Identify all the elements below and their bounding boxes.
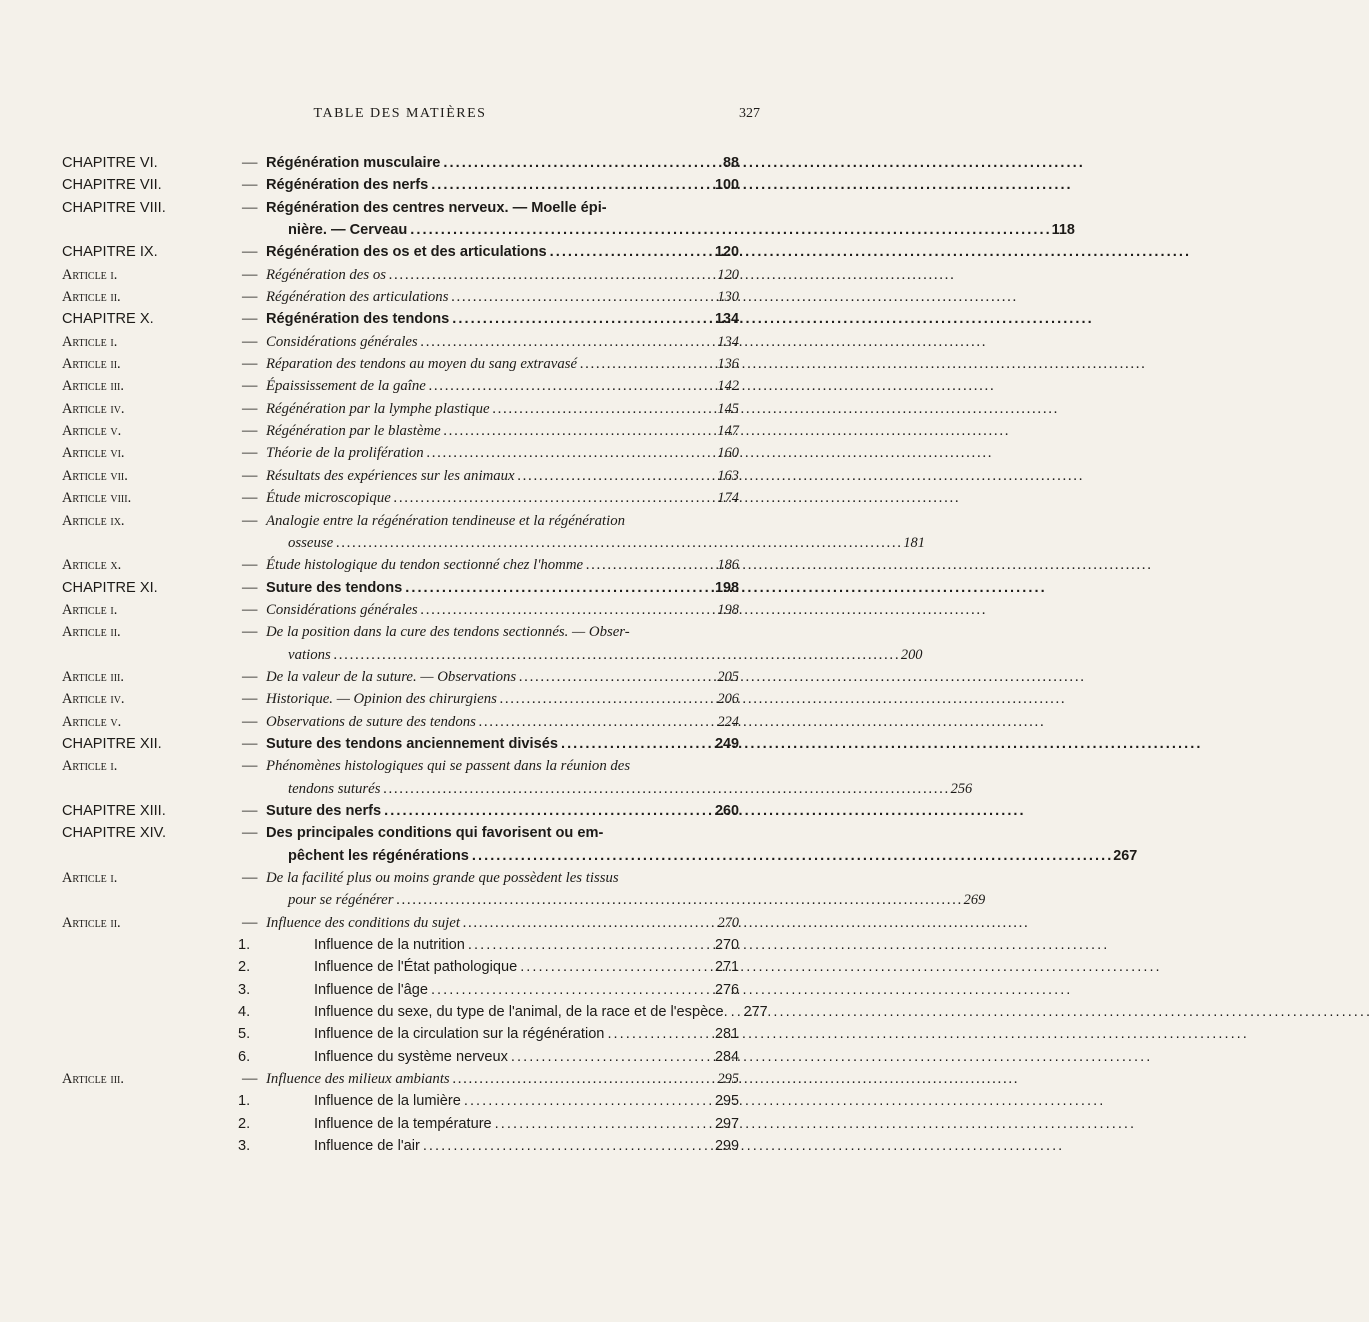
toc-entry-label: Article vii. [62, 467, 128, 484]
toc-page-number: 295 [714, 1093, 739, 1110]
toc-entry-label: Article viii. [62, 490, 132, 507]
toc-dash: — [242, 801, 258, 819]
toc-entry-item [62, 1135, 739, 1157]
toc-page-number: 120 [714, 244, 739, 261]
toc-entry-title: Influence des milieux ambiants [266, 1071, 450, 1088]
toc-dash: — [242, 1070, 258, 1088]
toc-entry-title-line [314, 1023, 739, 1045]
toc-entry-chapter [62, 800, 739, 822]
toc-page-number: 174 [717, 490, 739, 507]
toc-entry-title: Régénération par le blastème [266, 423, 441, 440]
dot-leader [383, 781, 947, 797]
dot-leader [550, 241, 710, 263]
toc-entry-title: tendons suturés [288, 780, 381, 797]
toc-entry-article [62, 711, 739, 733]
dot-leader [518, 465, 710, 487]
dot-leader [421, 599, 710, 621]
toc-entry-title-line [266, 644, 923, 666]
toc-dash: — [242, 265, 258, 283]
toc-entry-title-line [266, 889, 986, 911]
toc-page-number: 271 [714, 959, 739, 976]
toc-entry-item [62, 1001, 768, 1023]
toc-entry-title: Régénération musculaire [266, 155, 441, 171]
toc-entry-label: CHAPITRE VI. [62, 155, 158, 171]
toc-entry-title-line [266, 331, 739, 353]
toc-page-number: 256 [950, 780, 973, 797]
toc-entry-label: Article i. [62, 601, 118, 618]
dot-leader [410, 222, 1048, 238]
toc-entry-label: 5. [238, 1026, 251, 1043]
toc-entry-label: Article i. [62, 870, 118, 886]
toc-entry-title: pour se régénérer [288, 892, 394, 909]
toc-entry-article [62, 666, 739, 688]
table-of-contents [62, 152, 1138, 1157]
toc-dash: — [242, 690, 258, 708]
dot-leader [468, 934, 710, 956]
toc-entry-title-line [266, 353, 739, 375]
toc-entry-article [62, 398, 739, 420]
toc-page-number: 134 [714, 311, 739, 328]
toc-entry-title: Observations de suture des tendons [266, 713, 476, 730]
toc-dash: — [242, 377, 258, 395]
dot-leader [463, 912, 710, 934]
toc-entry-label: Article i. [62, 758, 118, 775]
dot-leader [405, 577, 710, 599]
toc-dash: — [242, 623, 258, 641]
toc-entry-chapter [62, 241, 739, 263]
toc-entry-title-line [266, 264, 739, 286]
toc-entry-title: Suture des tendons [266, 579, 403, 596]
toc-dash: — [242, 869, 258, 886]
toc-page-number: 277 [743, 1004, 768, 1021]
toc-entry-label: CHAPITRE XIII. [62, 802, 166, 819]
dot-leader [431, 979, 710, 1001]
toc-page-number: 145 [717, 400, 739, 417]
toc-entry-item [62, 1090, 739, 1112]
toc-entry-title-line [266, 442, 739, 464]
toc-entry-title: Suture des nerfs [266, 802, 382, 819]
dot-leader [421, 331, 710, 353]
toc-page-number: 181 [903, 534, 925, 551]
toc-entry-title: Régénération des nerfs [266, 177, 429, 194]
toc-entry-label: CHAPITRE XII. [62, 735, 162, 752]
toc-page-number: 142 [717, 378, 739, 395]
toc-entry-chapter [62, 733, 739, 755]
dot-leader [427, 442, 710, 464]
toc-entry-title: De la valeur de la suture. — Observations [266, 668, 517, 685]
toc-entry-article [62, 688, 739, 710]
toc-entry-title: Influence des conditions du sujet [266, 914, 460, 931]
toc-entry-title-line [266, 398, 739, 420]
toc-page-number: 88 [722, 155, 739, 171]
dot-leader [464, 1090, 710, 1112]
dot-leader [495, 1113, 710, 1135]
toc-entry-label: 2. [238, 959, 251, 976]
toc-entry-label: CHAPITRE IX. [62, 244, 158, 261]
toc-entry-article [62, 375, 739, 397]
toc-entry-article [62, 599, 739, 621]
toc-entry-title-line [314, 1090, 739, 1112]
toc-entry-title: Influence du sexe, du type de l'animal, de la race et de l'espèce. [314, 1004, 728, 1021]
toc-page-number: 299 [714, 1138, 739, 1155]
toc-entry-title-line: Analogie entre la régénération tendineuse et la régénération [266, 512, 626, 529]
toc-page-number: 281 [714, 1026, 739, 1043]
toc-entry-title: Régénération des os et des articulations [266, 244, 547, 261]
toc-entry-label: Article iii. [62, 668, 124, 685]
toc-entry-label: 1. [238, 1093, 251, 1110]
toc-dash: — [242, 511, 258, 529]
toc-entry-article [62, 755, 973, 800]
toc-entry-article [62, 465, 739, 487]
toc-entry-title-line [266, 711, 739, 733]
toc-entry-label: Article iii. [62, 1071, 124, 1088]
dot-leader [493, 398, 710, 420]
toc-entry-title: Influence du système nerveux [314, 1048, 508, 1065]
toc-page-number: 276 [714, 981, 739, 998]
toc-entry-title: Influence de l'âge [314, 981, 428, 998]
toc-page-number: 134 [717, 333, 739, 350]
dot-leader [384, 800, 710, 822]
toc-entry-label: Article x. [62, 557, 122, 574]
toc-entry-label: Article iii. [62, 378, 124, 395]
toc-entry-chapter [62, 577, 739, 599]
toc-entry-title-line: De la facilité plus ou moins grande que possèdent les tissus [266, 870, 619, 886]
dot-leader [423, 1135, 710, 1157]
toc-entry-title: Résultats des expériences sur les animaux [266, 467, 515, 484]
toc-entry-title: Influence de l'État pathologique [314, 959, 518, 976]
toc-entry-title-line [266, 1068, 739, 1090]
toc-dash: — [242, 757, 258, 775]
toc-dash: — [242, 154, 258, 171]
dot-leader [586, 554, 710, 576]
toc-entry-label: Article i. [62, 333, 118, 350]
toc-entry-title-line [266, 308, 739, 330]
toc-entry-article [62, 286, 739, 308]
toc-entry-title-line [314, 1046, 739, 1068]
toc-entry-item [62, 1023, 739, 1045]
toc-entry-title-line: Phénomènes histologiques qui se passent dans la réunion des [266, 758, 631, 775]
toc-entry-title-line: Régénération des centres nerveux. — Moelle épi- [266, 199, 607, 216]
toc-page-number: 270 [717, 914, 739, 931]
toc-page-number: 130 [717, 289, 739, 306]
toc-entry-title-line [266, 554, 739, 576]
toc-entry-title-line: Des principales conditions qui favorisent ou em- [266, 825, 604, 842]
toc-entry-label: CHAPITRE VIII. [62, 199, 166, 216]
toc-dash: — [242, 399, 258, 417]
toc-page-number: 160 [717, 445, 739, 462]
toc-entry-title: Influence de la lumière [314, 1093, 461, 1110]
toc-entry-label: CHAPITRE XI. [62, 579, 158, 596]
dot-leader [731, 1001, 741, 1023]
toc-entry-title-line [266, 778, 973, 800]
toc-entry-title-line [266, 733, 739, 755]
toc-dash: — [242, 824, 258, 842]
toc-entry-title: osseuse [288, 534, 334, 551]
toc-entry-title: Influence de la circulation sur la régénération [314, 1026, 605, 1043]
toc-entry-item [62, 979, 739, 1001]
toc-entry-title-line [266, 286, 739, 308]
toc-entry-title: Suture des tendons anciennement divisés [266, 735, 558, 752]
dot-leader [520, 956, 710, 978]
dot-leader [580, 353, 710, 375]
toc-entry-title: Théorie de la prolifération [266, 445, 424, 462]
toc-entry-title-line [266, 577, 739, 599]
dot-leader [479, 711, 710, 733]
toc-entry-title-line [266, 800, 739, 822]
toc-entry-title: Régénération des tendons [266, 311, 450, 328]
toc-entry-title: Historique. — Opinion des chirurgiens [266, 691, 497, 708]
toc-page-number: 267 [1113, 847, 1138, 864]
toc-entry-label: 6. [238, 1048, 251, 1065]
toc-page-number: 297 [714, 1115, 739, 1132]
toc-page-number: 269 [963, 892, 986, 909]
toc-dash: — [242, 332, 258, 350]
dot-leader [396, 892, 960, 908]
running-header [40, 106, 760, 128]
toc-dash: — [242, 444, 258, 462]
toc-dash: — [242, 198, 258, 216]
toc-dash: — [242, 355, 258, 373]
dot-leader [389, 264, 710, 286]
toc-entry-label: CHAPITRE X. [62, 311, 154, 328]
dot-leader [431, 174, 710, 196]
toc-entry-title: Réparation des tendons au moyen du sang extravasé [266, 356, 578, 373]
toc-page-number: 205 [717, 668, 739, 685]
toc-entry-title: Régénération par la lymphe plastique [266, 400, 490, 417]
dot-leader [334, 647, 898, 663]
toc-entry-label: Article v. [62, 423, 122, 440]
toc-entry-title-line [266, 845, 1138, 867]
dot-leader [453, 1068, 710, 1090]
toc-page-number: 120 [717, 266, 739, 283]
toc-entry-title-line [314, 1113, 739, 1135]
toc-entry-label: Article ii. [62, 624, 121, 641]
toc-entry-title: Étude histologique du tendon sectionné chez l'homme [266, 557, 584, 574]
toc-page-number: 100 [714, 177, 739, 194]
dot-leader [451, 286, 710, 308]
toc-dash: — [242, 489, 258, 507]
toc-entry-article [62, 442, 739, 464]
running-header-title: TABLE DES MATIÈRES [313, 106, 487, 121]
toc-entry-chapter [62, 174, 739, 196]
dot-leader [336, 535, 900, 551]
toc-entry-title-line [266, 465, 739, 487]
toc-entry-title: Influence de la nutrition [314, 937, 465, 954]
toc-dash: — [242, 310, 258, 328]
toc-dash: — [242, 913, 258, 931]
toc-page-number: 249 [714, 735, 739, 752]
toc-entry-title-line [266, 174, 739, 196]
toc-page-number: 270 [714, 937, 739, 954]
toc-entry-label: 2. [238, 1115, 251, 1132]
toc-dash: — [242, 712, 258, 730]
toc-page-number: 186 [717, 557, 739, 574]
toc-entry-title: pêchent les régénérations [288, 847, 469, 864]
toc-entry-label: 3. [238, 1138, 251, 1155]
toc-entry-title-line: De la position dans la cure des tendons sectionnés. — Obser- [266, 624, 630, 641]
toc-entry-label: CHAPITRE XIV. [62, 825, 167, 842]
toc-entry-title: vations [288, 646, 331, 663]
toc-dash: — [242, 466, 258, 484]
toc-dash: — [242, 600, 258, 618]
toc-entry-label: 1. [238, 937, 251, 954]
toc-entry-label: Article iv. [62, 691, 125, 708]
toc-entry-title-line [266, 420, 739, 442]
toc-page-number: 163 [717, 467, 739, 484]
toc-page-number: 198 [717, 601, 739, 618]
toc-entry-label: Article i. [62, 266, 118, 283]
dot-leader [472, 848, 1110, 864]
toc-entry-title: Régénération des articulations [266, 289, 449, 306]
toc-entry-title-line [266, 152, 739, 174]
toc-page-number: 118 [1051, 222, 1075, 239]
toc-dash: — [242, 422, 258, 440]
toc-dash: — [242, 578, 258, 596]
dot-leader [444, 420, 710, 442]
toc-entry-item [62, 1046, 739, 1068]
toc-page-number: 260 [714, 802, 739, 819]
toc-entry-title: Influence de la température [314, 1115, 492, 1132]
toc-entry-title: nière. — Cerveau [288, 222, 408, 239]
toc-entry-title: Considérations générales [266, 601, 418, 618]
toc-dash: — [242, 288, 258, 306]
toc-page-number: 200 [900, 646, 923, 663]
toc-entry-article [62, 554, 739, 576]
toc-dash: — [242, 667, 258, 685]
toc-entry-chapter [62, 308, 739, 330]
toc-entry-item [62, 1113, 739, 1135]
toc-dash: — [242, 176, 258, 194]
toc-entry-label: Article ii. [62, 914, 121, 931]
toc-page-number: 198 [714, 579, 739, 596]
toc-entry-article [62, 353, 739, 375]
toc-entry-title-line [266, 219, 1075, 241]
toc-dash: — [242, 243, 258, 261]
toc-entry-article [62, 912, 739, 934]
toc-entry-title-line [266, 688, 739, 710]
dot-leader [500, 688, 710, 710]
toc-entry-article [62, 420, 739, 442]
toc-entry-title-line [314, 934, 739, 956]
toc-entry-label: Article ix. [62, 512, 125, 529]
toc-entry-article [62, 867, 986, 912]
toc-entry-label: 4. [238, 1004, 251, 1021]
toc-dash: — [242, 556, 258, 574]
dot-leader [519, 666, 710, 688]
toc-entry-chapter [62, 152, 739, 174]
toc-entry-label: Article v. [62, 713, 122, 730]
toc-entry-label: 3. [238, 981, 251, 998]
toc-entry-article [62, 331, 739, 353]
toc-entry-item [62, 934, 739, 956]
toc-entry-title: Épaississement de la gaîne [266, 378, 426, 395]
toc-entry-title-line [266, 241, 739, 263]
toc-entry-article [62, 510, 925, 555]
toc-entry-chapter [62, 197, 1075, 242]
toc-entry-article [62, 621, 923, 666]
toc-entry-title-line [266, 666, 739, 688]
toc-entry-label: Article ii. [62, 289, 121, 306]
toc-entry-title-line [266, 912, 739, 934]
toc-entry-title-line [314, 1001, 768, 1023]
page-number: 327 [739, 106, 760, 121]
toc-entry-chapter [62, 822, 1138, 867]
toc-dash: — [242, 734, 258, 752]
toc-entry-title: Considérations générales [266, 333, 418, 350]
toc-entry-label: Article ii. [62, 356, 121, 373]
toc-entry-title-line [266, 375, 739, 397]
toc-entry-label: CHAPITRE VII. [62, 177, 162, 194]
toc-entry-title: Influence de l'air [314, 1138, 420, 1155]
toc-entry-title-line [314, 979, 739, 1001]
toc-entry-title-line [266, 487, 739, 509]
toc-page-number: 224 [717, 713, 739, 730]
dot-leader [561, 733, 710, 755]
toc-entry-article [62, 264, 739, 286]
toc-page-number: 295 [717, 1071, 739, 1088]
toc-page-number: 136 [717, 356, 739, 373]
toc-entry-title: Régénération des os [266, 266, 386, 283]
toc-entry-title-line [314, 956, 739, 978]
dot-leader [511, 1046, 710, 1068]
toc-entry-title: Étude microscopique [266, 490, 391, 507]
toc-entry-title-line [266, 532, 925, 554]
toc-entry-article [62, 1068, 739, 1090]
toc-entry-article [62, 487, 739, 509]
dot-leader [429, 375, 710, 397]
dot-leader [443, 152, 710, 174]
toc-page-number: 147 [717, 423, 739, 440]
dot-leader [394, 487, 710, 509]
toc-entry-title-line [266, 599, 739, 621]
toc-entry-label: Article vi. [62, 445, 125, 462]
toc-page-number: 206 [717, 691, 739, 708]
dot-leader [452, 308, 710, 330]
toc-page-number: 284 [714, 1048, 739, 1065]
toc-entry-title-line [314, 1135, 739, 1157]
toc-entry-label: Article iv. [62, 400, 125, 417]
dot-leader [607, 1023, 710, 1045]
toc-entry-item [62, 956, 739, 978]
